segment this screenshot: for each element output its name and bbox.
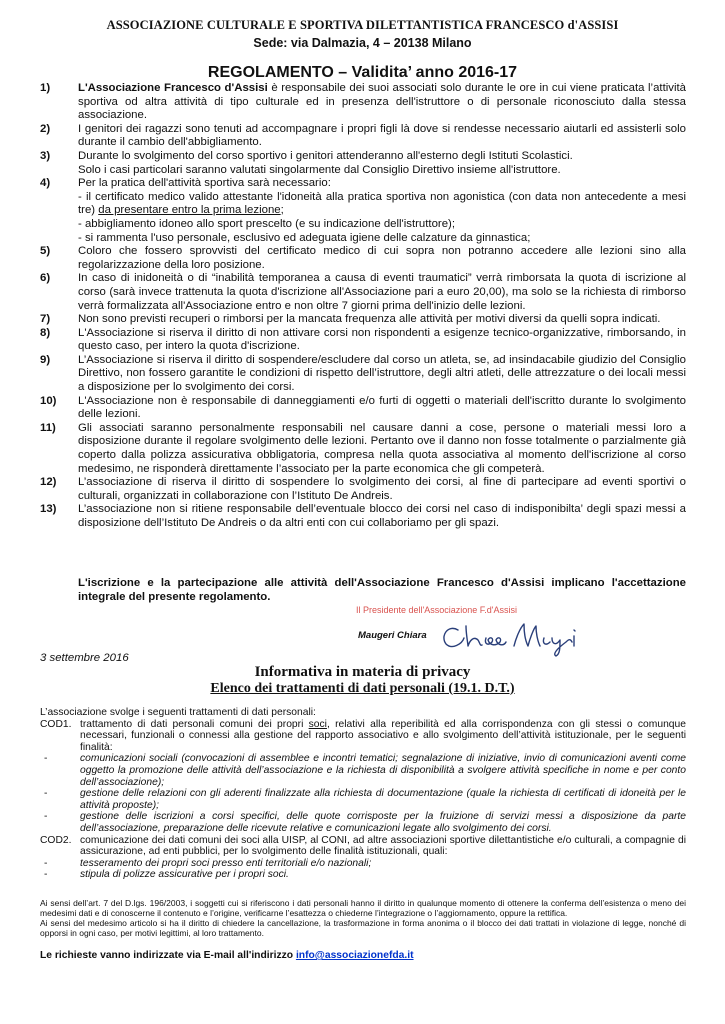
rule-number: 4) — [40, 177, 51, 190]
bullet-dash: - — [44, 753, 48, 765]
rule-8 — [40, 327, 686, 354]
rule-number: 9) — [40, 353, 51, 366]
rule-text: In caso di inidoneità o di “inabilità temporanea a causa di eventi traumatici” verrà rimborsata la quota di iscrizione al corso (sarà invece trattenuta la quota d'iscrizione all'Associazione pari a euro 20,00), ma solo se la richiesta di rimborso verrà formalizzata all'Associazione entro e non oltre 7 giorni prima dell'inizio delle lezioni. — [78, 272, 686, 312]
rule-number: 1) — [40, 82, 51, 94]
rule-sub-1: - il certificato medico valido attestante l'idoneità alla pratica sportiva non agonistica (con data non antecedente a mesi tre) — [78, 190, 686, 217]
legal-notice — [40, 898, 686, 938]
rule-text: Non sono previsti recuperi o rimborsi per la mancata frequenza alle attività per motivi diversi da quelli sopra indicati. — [78, 313, 661, 326]
cod1-bullet — [40, 753, 686, 788]
rule-sub-3: - si rammenta l'uso personale, esclusivo ed adeguata igiene delle calzature da ginnastica; — [78, 231, 531, 244]
cod1-text-a: trattamento di dati personali comuni dei propri — [80, 718, 309, 730]
rule-number: 6) — [40, 272, 51, 285]
privacy-intro: L’associazione svolge i seguenti trattamenti di dati personali: — [40, 707, 316, 718]
association-name: ASSOCIAZIONE CULTURALE E SPORTIVA DILETTANTISTICA FRANCESCO d'ASSISI — [106, 18, 619, 32]
rule-11 — [40, 422, 686, 476]
cod1-text-underlined: soci — [308, 718, 327, 730]
rule-12 — [40, 476, 686, 503]
rule-9 — [40, 354, 686, 395]
rule-lead: L'Associazione Francesco d'Assisi — [78, 82, 268, 94]
rule-number: 12) — [40, 476, 57, 489]
rule-number: 11) — [40, 421, 56, 434]
privacy-title: Informativa in materia di privacy — [254, 664, 471, 680]
signature-name: Maugeri Chiara — [358, 630, 427, 641]
rule-text: Durante lo svolgimento del corso sportivo i genitori attenderanno all'esterno degli Istituti Scolastici. — [78, 149, 573, 162]
rule-text: I genitori dei ragazzi sono tenuti ad accompagnare i propri figli là dove si rendesse necessario aiutarli ed assisterli solo durante il cambio dell'abbigliamento. — [78, 122, 686, 149]
signature-role: Il Presidente dell'Associazione F.d'Assisi — [356, 605, 518, 615]
rule-text: Gli associati saranno personalmente responsabili nel causare danni a cose, persone o materiali messi loro a disposizione durante il regolare svolgimento delle lezioni. Pertanto ove il danno non fosse totalmente o parzialmente già coperto dalla polizza assicurativa obbligatoria, compresa nella quota associativa al momento dell'iscrizione al corso medesimo, ne risponderà direttamente l’associato per la parte economica che gli competerà. — [78, 421, 686, 475]
rule-number: 5) — [40, 245, 51, 258]
rule-text: L'Associazione non è responsabile di danneggiamenti e/o furti di oggetti o materiali dell'iscritto durante lo svolgimento delle lezioni. — [78, 394, 686, 421]
rule-text-2: Solo i casi particolari saranno valutati singolarmente dal Consiglio Direttivo insieme all'istruttore. — [78, 163, 561, 176]
rule-5 — [40, 245, 686, 272]
rule-number: 7) — [40, 313, 51, 326]
rule-number: 13) — [40, 503, 57, 516]
legal-paragraph-1: Ai sensi dell’art. 7 del D.lgs. 196/2003, i soggetti cui si riferiscono i dati personali hanno il diritto in qualunque momento di ottenere la conferma dell’esistenza o meno dei medesimi dati e di conoscerne il contenuto e l’origine, verificarne l’esattezza o chiederne l’integrazione o l’aggiornamento, oppure la rettifica. — [40, 898, 686, 918]
cod2-text: comunicazione dei dati comuni dei soci alla UISP, al CONI, ad altre associazioni sportive dilettantistiche e/o culturali, a compagnie di assicurazione, ad enti pubblici, per lo svolgimento delle finalità istituzionali, quali: — [80, 834, 686, 858]
cod2-bullet — [40, 858, 686, 870]
rule-text: L’Associazione si riserva il diritto di sospendere/escludere dal corso un atleta, se, ad insindacabile giudizio del Consiglio Direttivo, non fossero garantite le condizioni di rispetto dell’istruttore, degli altri atleti, delle attrezzature o dei locali messi a disposizione per lo svolgimento dei corsi. — [78, 353, 686, 394]
cod2-bullet — [40, 869, 686, 881]
rule-text: L'Associazione si riserva il diritto di non attivare corsi non rispondenti a esigenze tecnico-organizzative, rimborsando, in questo caso, per intero la quota d'iscrizione. — [78, 326, 686, 353]
rule-2 — [40, 123, 686, 150]
cod1-bullet — [40, 788, 686, 811]
rule-number: 10) — [40, 394, 57, 407]
cod1-item — [40, 719, 686, 754]
bullet-dash: - — [44, 788, 48, 800]
rule-10 — [40, 395, 686, 422]
bullet-dash: - — [44, 811, 48, 823]
closing-statement: L'iscrizione e la partecipazione alle attività dell'Associazione Francesco d'Assisi implicano l'accettazione integrale del presente regolamento. — [78, 577, 686, 603]
legal-paragraph-2: Ai sensi del medesimo articolo si ha il diritto di chiedere la cancellazione, la trasformazione in forma anonima o il blocco dei dati trattati in violazione di legge, nonché di opporsi in ogni caso, per motivi legittimi, al loro trattamento. — [40, 918, 686, 938]
bullet-text: gestione delle relazioni con gli aderenti finalizzate alla richiesta di documentazione (quale la richiesta di certificati di idoneità per le attività proposte); — [80, 788, 686, 811]
association-address: Sede: via Dalmazia, 4 – 20138 Milano — [253, 36, 472, 50]
bullet-text: comunicazioni sociali (convocazioni di assemblee e incontri tematici; segnalazione di iniziative, invio di comunicazioni aventi come oggetto la promozione delle attività dell’associazione e la richiesta di disponibilità a svolgere attività specifiche in nome e per conto dell’associazione); — [80, 753, 686, 788]
rule-text: L’associazione di riserva il diritto di sospendere lo svolgimento dei corsi, al fine di partecipare ad eventi sportivi o culturali, organizzati in collaborazione con l’Istituto De Andreis. — [78, 476, 686, 502]
rule-text: Per la pratica dell'attività sportiva sarà necessario: — [78, 177, 331, 190]
rule-3 — [40, 150, 686, 177]
regolamento-title: REGOLAMENTO – Validita’ anno 2016-17 — [207, 64, 518, 81]
handwritten-signature — [436, 612, 596, 660]
rule-number: 3) — [40, 149, 51, 162]
bullet-dash: - — [44, 857, 48, 869]
privacy-subtitle: Elenco dei trattamenti di dati personali (19.1. D.T.) — [210, 681, 515, 696]
rule-6 — [40, 272, 686, 313]
document-date: 3 settembre 2016 — [40, 652, 129, 664]
rule-sub-1-end: ; — [280, 204, 284, 217]
rule-7 — [40, 313, 686, 327]
rule-text: Coloro che fossero sprovvisti del certificato medico di cui sopra non potranno accedere alle lezioni sino alla regolarizzazione della loro posizione. — [78, 245, 686, 271]
cod1-label: COD1. — [40, 718, 72, 730]
rule-text: è responsabile dei suoi associati solo durante le ore in cui viene praticata l’attività sportiva od altra attività di tipo culturale ed in presenza dell'istruttore o di personale riconosciuto dalla stessa associazione. — [78, 82, 686, 122]
bullet-text: stipula di polizze assicurative per i propri soci. — [80, 869, 289, 881]
cod1-text-b: , relativi alla reperibilità ed alla corrispondenza con gli stessi o comunque necessari, funzionali o connessi alla gestione del rapporto associativo e allo svolgimento dell’attività istituzionale, per le seguenti finalità: — [80, 718, 686, 753]
contact-prefix: Le richieste vanno indirizzate via E-mail all'indirizzo — [40, 950, 296, 961]
cod2-item — [40, 835, 686, 858]
cod2-label: COD2. — [40, 834, 72, 846]
contact-line — [40, 950, 414, 961]
bullet-dash: - — [44, 869, 48, 881]
privacy-section — [40, 707, 686, 881]
rule-13 — [40, 503, 686, 530]
rule-text: L’associazione non si ritiene responsabile dell’eventuale blocco dei corsi nel caso di indisponibilta’ degli spazi messi a disposizione dell’Istituto De Andreis o da altri enti con cui collaboriamo per gli spazi. — [78, 503, 686, 529]
bullet-text: gestione delle iscrizioni a corsi specifici, delle quote corrisposte per la fruizione di servizi messi a disposizione da parte dell’associazione, preparazione delle ricevute relative e comunicazioni legate allo svolgimento dei corsi. — [80, 811, 686, 834]
rules-list — [40, 82, 686, 531]
rule-sub-2: - abbigliamento idoneo allo sport prescelto (e su indicazione dell'istruttore); — [78, 217, 456, 230]
rule-sub-1-underlined: da presentare entro la prima lezione — [98, 204, 281, 217]
rule-1 — [40, 82, 686, 123]
rule-4 — [40, 177, 686, 245]
rule-number: 2) — [40, 122, 51, 135]
cod1-bullet — [40, 811, 686, 834]
bullet-text: tesseramento dei propri soci presso enti territoriali e/o nazionali; — [80, 857, 372, 869]
email-link[interactable]: info@associazionefda.it — [295, 950, 414, 961]
rule-number: 8) — [40, 326, 51, 339]
